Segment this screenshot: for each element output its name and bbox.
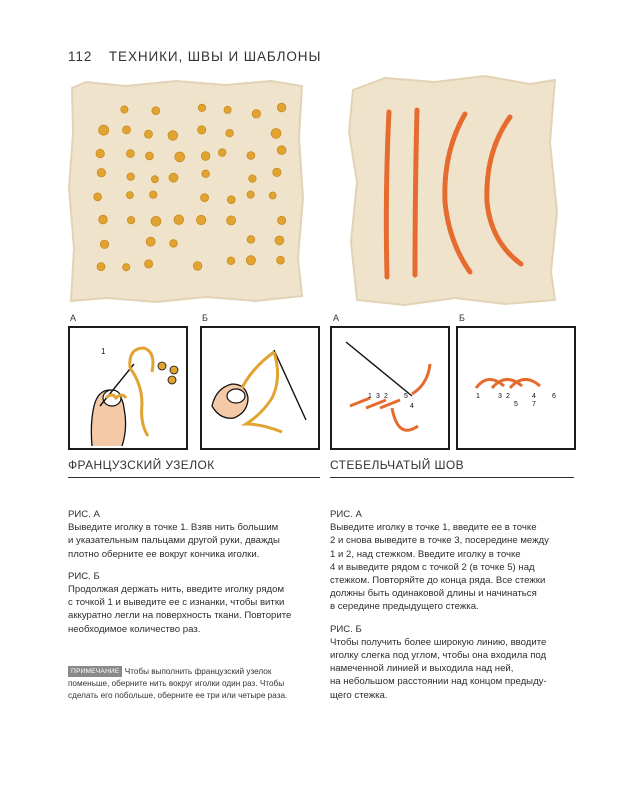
point-2-label: 2 <box>506 393 510 400</box>
french-knot <box>218 149 226 157</box>
french-knot <box>252 110 260 118</box>
page-number: 112 <box>68 49 93 64</box>
point-2-label: 2 <box>384 393 388 400</box>
figure-letter-b: Б <box>459 313 465 323</box>
french-knot <box>121 106 128 113</box>
point-7-label: 7 <box>532 401 536 408</box>
text-line: намеченной линией и выходила над ней, <box>330 663 514 675</box>
french-knot <box>227 216 236 225</box>
point-3-label: 3 <box>498 393 502 400</box>
french-knot <box>224 106 231 113</box>
french-knot <box>201 194 209 202</box>
french-knot <box>169 173 178 182</box>
french-knot <box>249 175 256 182</box>
french-knot <box>94 193 102 201</box>
stem-stitch-line-2 <box>415 110 417 275</box>
note-block <box>68 666 320 702</box>
french-knot <box>127 217 134 224</box>
text-line: с точкой 1 и выведите ее с изнанки, чтобы витки <box>68 597 285 609</box>
text-line: щего стежка. <box>330 689 388 701</box>
text-line: необходимое количество раз. <box>68 623 201 635</box>
stem-stitch-diagram-a <box>330 326 450 450</box>
french-knot <box>100 240 108 248</box>
french-knot <box>146 152 154 160</box>
french-knot <box>275 236 284 245</box>
french-knot <box>97 169 105 177</box>
point-4-label: 4 <box>532 393 536 400</box>
text-line: поменьше, оберните нить вокруг иголки один раз. Чтобы <box>68 679 285 688</box>
french-knot <box>201 152 210 161</box>
point-1-label: 1 <box>476 393 480 400</box>
text-line: 2 и снова выведите в точке 3, посередине между <box>330 535 549 547</box>
stem-stitch-fabric-photo <box>345 72 560 307</box>
french-knot <box>168 131 178 141</box>
french-knot <box>152 107 160 115</box>
french-knot <box>150 191 157 198</box>
stem-stitch-line-1 <box>386 112 389 277</box>
text-line: Чтобы получить более широкую линию, вводите <box>330 636 547 648</box>
point-4-label: 4 <box>410 403 414 410</box>
stem-stitch-diagram-b <box>456 326 576 450</box>
text-line: Выведите иголку в точке 1, введите ее в точке <box>330 522 537 534</box>
point-6-label: 6 <box>552 393 556 400</box>
section-title-french-knot: ФРАНЦУЗСКИЙ УЗЕЛОК <box>68 458 215 472</box>
french-knot <box>198 126 206 134</box>
french-knot <box>145 260 153 268</box>
french-knot <box>99 125 109 135</box>
text-line: стежком. Повторяйте до конца ряда. Все стежки <box>330 575 546 587</box>
french-knot <box>202 170 210 178</box>
point-5-label: 5 <box>404 393 408 400</box>
section-divider <box>68 477 320 478</box>
french-knot <box>198 104 205 111</box>
text-line: и указательным пальцами другой руки, дважды <box>68 535 280 547</box>
french-knot <box>271 129 281 139</box>
text-line: 1 и 2, над стежком. Введите иголку в точке <box>330 548 521 560</box>
text-line: аккуратно легли на поверхность ткани. Повторите <box>68 610 292 622</box>
section-title-stem-stitch: СТЕБЕЛЬЧАТЫЙ ШОВ <box>330 458 465 472</box>
french-knot <box>227 196 235 204</box>
text-line: плотно оберните ее вокруг кончика иголки. <box>68 548 260 560</box>
french-knot-instructions <box>68 508 320 636</box>
french-knot <box>127 150 135 158</box>
french-knot <box>123 126 131 134</box>
french-knot <box>97 263 105 271</box>
page-header <box>68 49 321 64</box>
figure-letter-b: Б <box>202 313 208 323</box>
point-3-label: 3 <box>376 393 380 400</box>
text-line: Чтобы выполнить французский узелок <box>124 667 272 676</box>
text-line: на небольшом расстоянии над концом предыду- <box>330 676 547 688</box>
french-knot <box>174 215 184 225</box>
section-divider <box>330 477 574 478</box>
french-knot <box>278 216 286 224</box>
french-knot <box>145 130 153 138</box>
french-knot <box>227 257 235 265</box>
diagram-point-label: 1 <box>101 347 106 356</box>
french-knot <box>126 192 133 199</box>
french-knot <box>246 256 255 265</box>
french-knot <box>197 215 206 224</box>
french-knot-fabric-photo <box>66 78 306 304</box>
stem-stitch-instructions <box>330 508 580 702</box>
french-knot <box>277 256 285 264</box>
note-tag: ПРИМЕЧАНИЕ <box>68 666 122 677</box>
french-knot <box>151 216 161 226</box>
french-knot <box>146 237 155 246</box>
text-line: должны быть одинаковой длины и начинаться <box>330 588 537 600</box>
french-knot <box>226 129 234 137</box>
french-knot <box>127 173 134 180</box>
french-knot-diagram-b <box>200 326 320 450</box>
text-line: в середине предыдущего стежка. <box>330 601 479 613</box>
french-knot-diagram-a <box>68 326 188 450</box>
french-knot <box>123 264 130 271</box>
fig-a-label: РИС. А <box>68 509 100 520</box>
french-knot <box>247 152 255 160</box>
french-knot <box>151 176 158 183</box>
french-knot <box>170 240 178 248</box>
french-knot <box>247 236 255 244</box>
french-knot <box>269 192 276 199</box>
figure-letter-a: А <box>333 313 340 323</box>
french-knot <box>175 152 185 162</box>
point-5-label: 5 <box>514 401 518 408</box>
text-line: иголку слегка под углом, чтобы она входила под <box>330 650 547 662</box>
french-knot <box>273 168 281 176</box>
fig-b-label: РИС. Б <box>330 623 362 635</box>
text-line: Выведите иголку в точке 1. Взяв нить большим <box>68 522 279 534</box>
french-knot <box>277 103 286 112</box>
french-knot <box>96 149 104 157</box>
text-line: сделать его побольше, оберните ее три или четыре раза. <box>68 691 288 700</box>
text-line: 4 и выведите рядом с точкой 2 (в точке 5) над <box>330 561 535 573</box>
french-knot <box>99 215 108 224</box>
french-knot <box>277 146 286 155</box>
figure-letter-a: А <box>70 313 77 323</box>
page-title: ТЕХНИКИ, ШВЫ И ШАБЛОНЫ <box>108 49 322 64</box>
fig-b-label: РИС. Б <box>68 570 100 582</box>
french-knot <box>193 262 202 271</box>
text-line: Продолжая держать нить, введите иголку рядом <box>68 584 285 596</box>
french-knot <box>247 191 254 198</box>
fig-a-label: РИС. А <box>330 509 362 520</box>
point-1-label: 1 <box>368 393 372 400</box>
